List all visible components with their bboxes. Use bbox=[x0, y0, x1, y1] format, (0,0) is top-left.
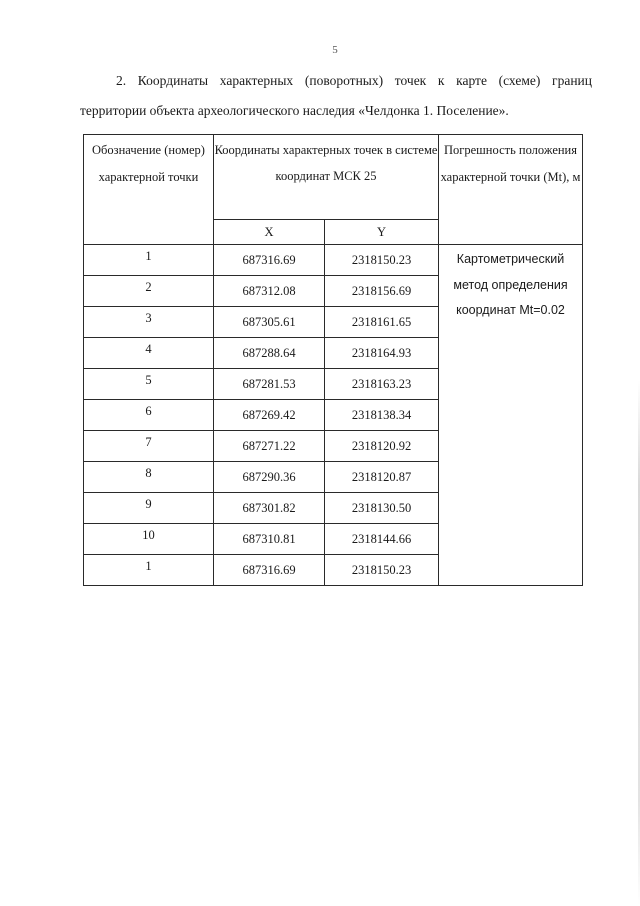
coord-y: 2318120.87 bbox=[325, 462, 439, 493]
point-number: 7 bbox=[84, 431, 214, 462]
coord-y: 2318150.23 bbox=[325, 245, 439, 276]
coord-x: 687269.42 bbox=[214, 400, 325, 431]
header-coordinates: Координаты характерных точек в системе координат МСК 25 bbox=[214, 135, 439, 220]
coord-x: 687301.82 bbox=[214, 493, 325, 524]
coord-y: 2318130.50 bbox=[325, 493, 439, 524]
table-header-row bbox=[84, 135, 583, 220]
table-row bbox=[84, 245, 583, 276]
point-number: 6 bbox=[84, 400, 214, 431]
coord-y: 2318150.23 bbox=[325, 555, 439, 586]
point-number: 1 bbox=[84, 245, 214, 276]
coord-x: 687271.22 bbox=[214, 431, 325, 462]
coord-x: 687312.08 bbox=[214, 276, 325, 307]
coord-x: 687310.81 bbox=[214, 524, 325, 555]
page-number: 5 bbox=[332, 44, 338, 56]
coord-x: 687288.64 bbox=[214, 338, 325, 369]
point-number: 9 bbox=[84, 493, 214, 524]
coord-y: 2318164.93 bbox=[325, 338, 439, 369]
coord-y: 2318120.92 bbox=[325, 431, 439, 462]
coord-y: 2318163.23 bbox=[325, 369, 439, 400]
table-body bbox=[84, 245, 583, 586]
header-designation: Обозначение (номер) характерной точки bbox=[84, 135, 214, 245]
coord-x: 687281.53 bbox=[214, 369, 325, 400]
header-error: Погрешность положения характерной точки (Mt), м bbox=[439, 135, 583, 245]
point-number: 10 bbox=[84, 524, 214, 555]
point-number: 8 bbox=[84, 462, 214, 493]
point-number: 3 bbox=[84, 307, 214, 338]
header-y: Y bbox=[325, 220, 439, 245]
coord-x: 687290.36 bbox=[214, 462, 325, 493]
point-number: 1 bbox=[84, 555, 214, 586]
coordinates-table bbox=[83, 134, 583, 586]
coord-x: 687316.69 bbox=[214, 245, 325, 276]
coord-y: 2318161.65 bbox=[325, 307, 439, 338]
accuracy-method: Картометрический метод определения координат Mt=0.02 bbox=[439, 245, 583, 586]
point-number: 2 bbox=[84, 276, 214, 307]
section-heading-text: 2. Координаты характерных (поворотных) точек к карте (схеме) границ территории объекта археологического наследия «Челдонка 1. Поселение». bbox=[80, 73, 592, 118]
header-x: X bbox=[214, 220, 325, 245]
section-heading bbox=[80, 66, 592, 126]
coord-x: 687316.69 bbox=[214, 555, 325, 586]
coord-y: 2318144.66 bbox=[325, 524, 439, 555]
point-number: 4 bbox=[84, 338, 214, 369]
point-number: 5 bbox=[84, 369, 214, 400]
coord-x: 687305.61 bbox=[214, 307, 325, 338]
coord-y: 2318156.69 bbox=[325, 276, 439, 307]
coord-y: 2318138.34 bbox=[325, 400, 439, 431]
